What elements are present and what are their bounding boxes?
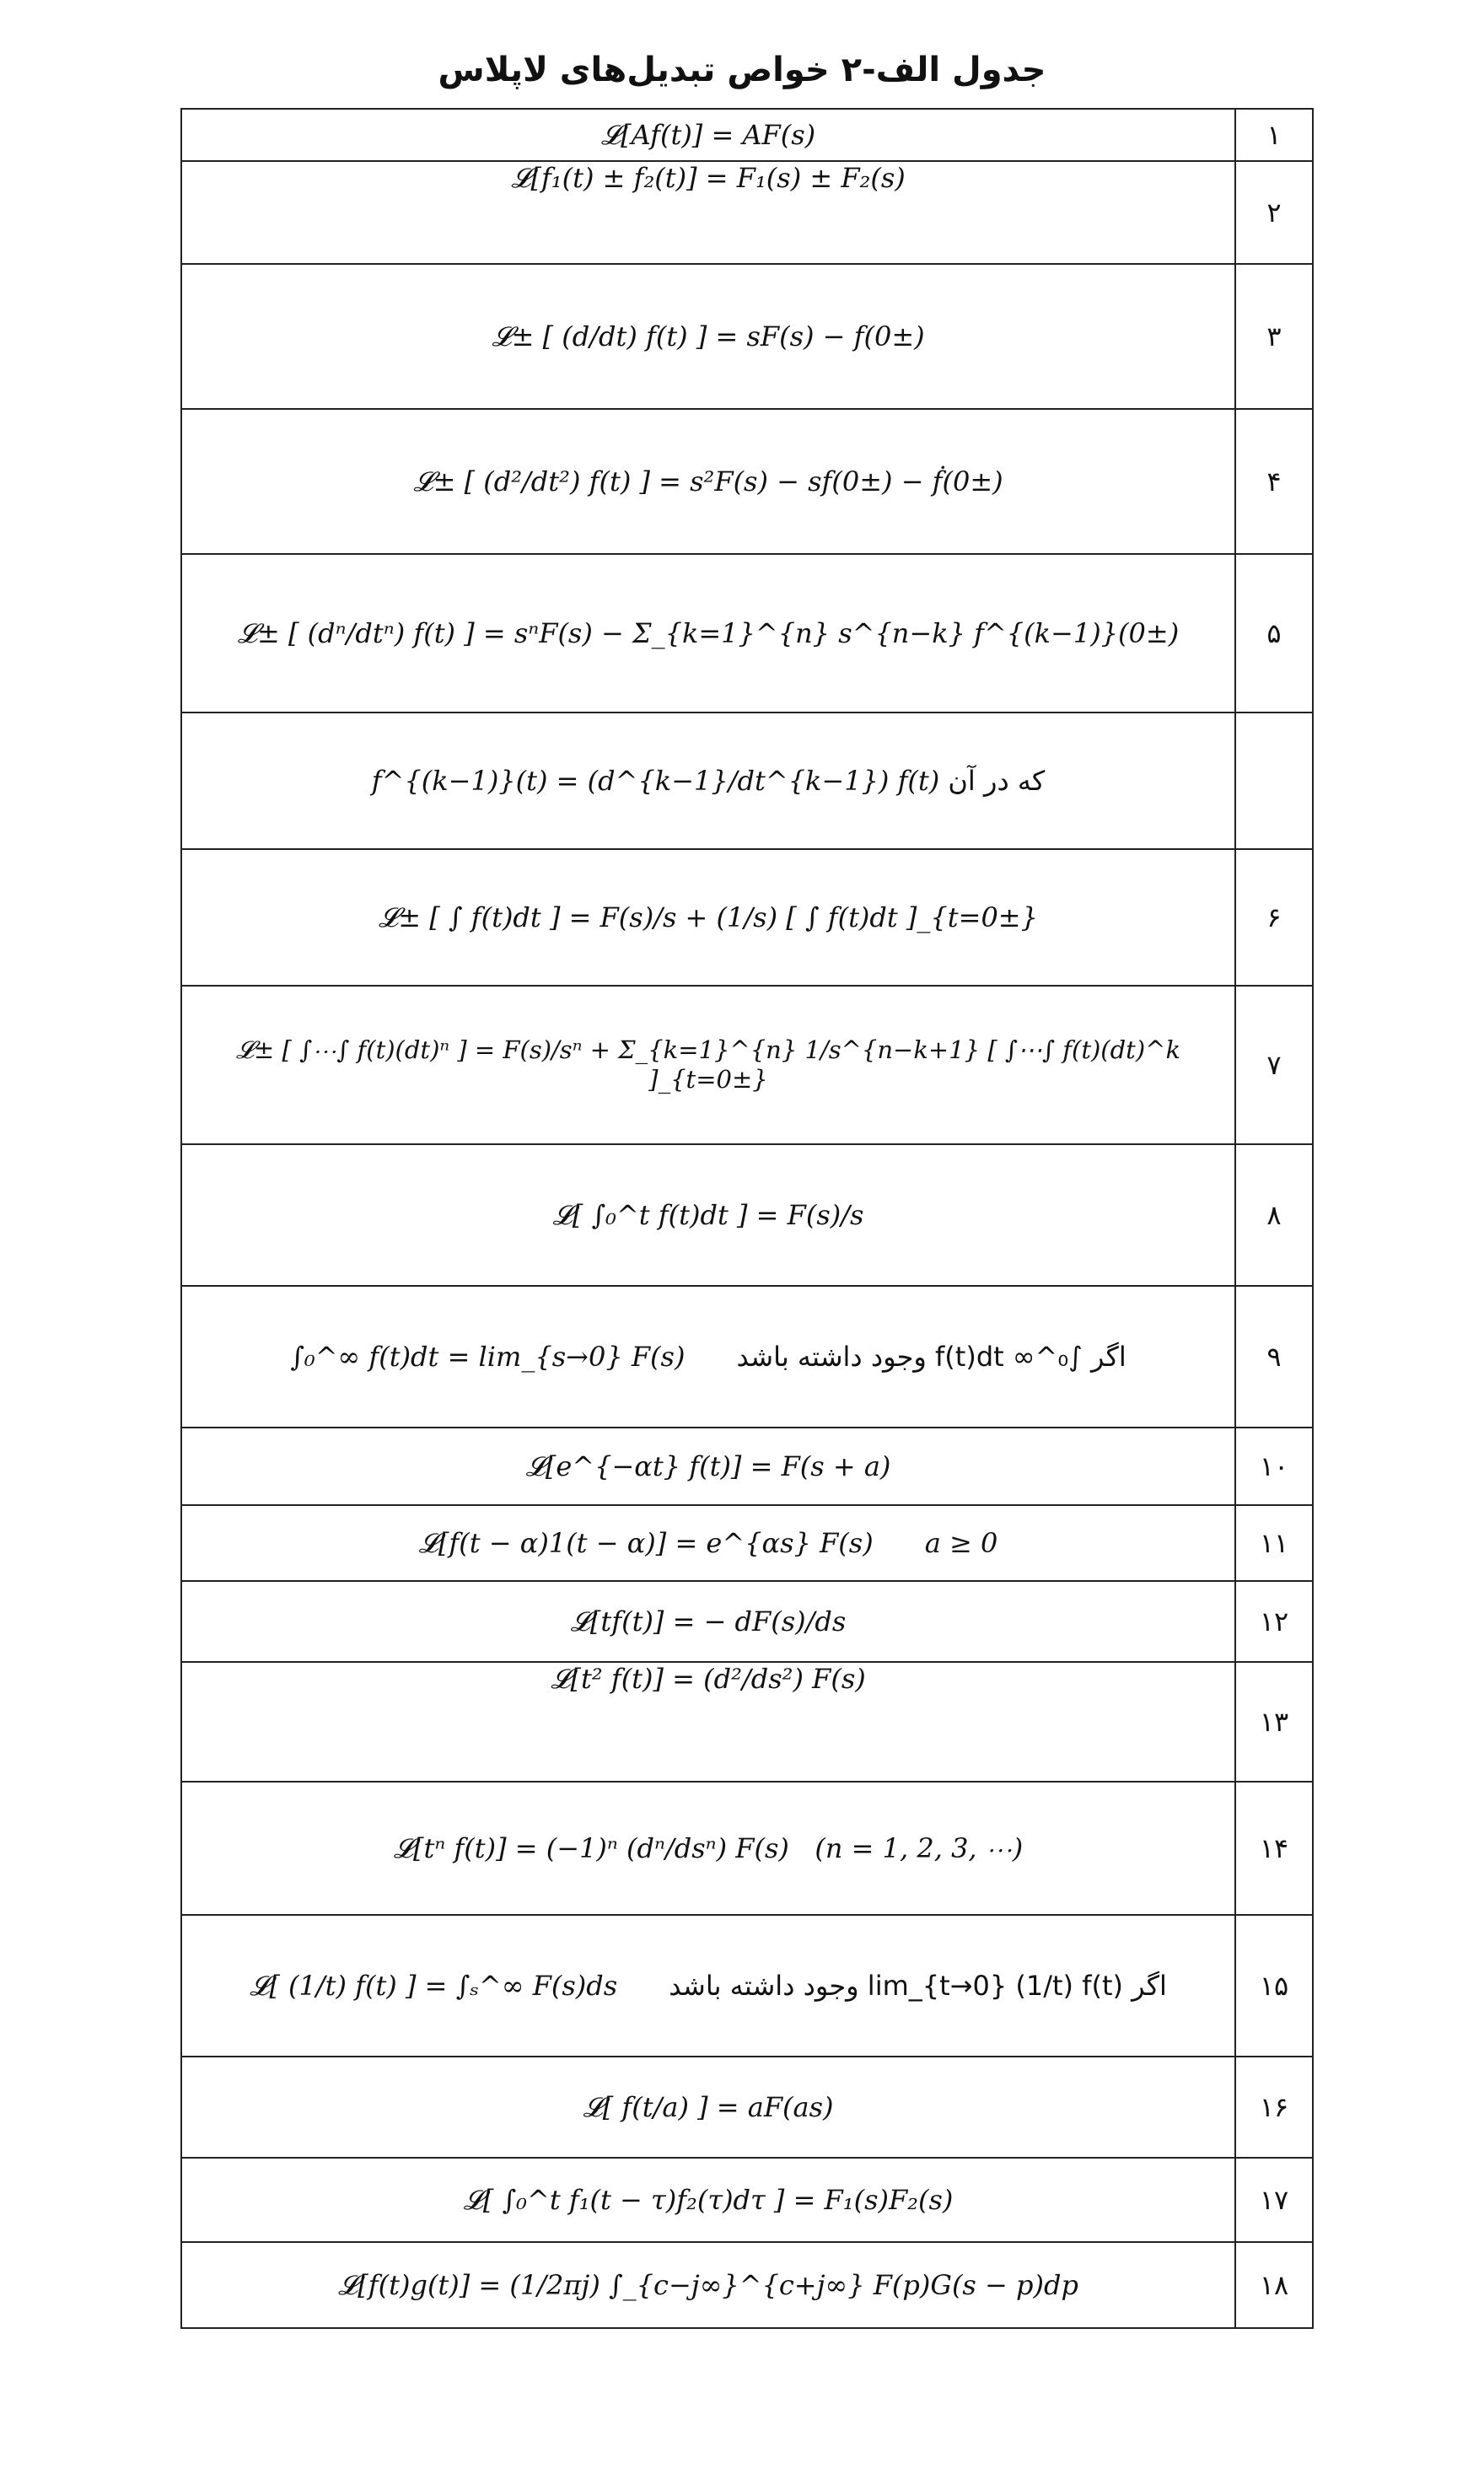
row-number: ۷: [1235, 986, 1313, 1144]
table-row: [181, 713, 1313, 849]
formula-cell: 𝓛[t² f(t)] = (d²/ds²) F(s): [181, 1662, 1235, 1782]
row-number: ۶: [1235, 849, 1313, 986]
formula-cell: 𝓛[f(t)g(t)] = (1/2πj) ∫_{c−j∞}^{c+j∞} F(p)G(s − p)dp: [181, 2242, 1235, 2328]
note-text: اگر ∫₀^∞ f(t)dt وجود داشته باشد: [736, 1340, 1126, 1373]
table-row: [181, 849, 1313, 986]
formula-cell: 𝓛± [ ∫ f(t)dt ] = F(s)/s + (1/s) [ ∫ f(t)dt ]_{t=0±}: [181, 849, 1235, 986]
row-number: ۱۳: [1235, 1662, 1313, 1782]
formula-cell: 𝓛[f₁(t) ± f₂(t)] = F₁(s) ± F₂(s): [181, 161, 1235, 264]
table-row: [181, 1662, 1313, 1782]
row-number: [1235, 713, 1313, 849]
row-number: ۱۴: [1235, 1782, 1313, 1915]
formula-cell: 𝓛[tf(t)] = − dF(s)/ds: [181, 1581, 1235, 1662]
row-number: ۲: [1235, 161, 1313, 264]
formula-cell: 𝓛[e^{−αt} f(t)] = F(s + a): [181, 1428, 1235, 1505]
table-row: [181, 264, 1313, 409]
table-row: [181, 1144, 1313, 1286]
table-row: [181, 986, 1313, 1144]
formula-text: f^{(k−1)}(t) = (d^{k−1}/dt^{k−1}) f(t): [371, 764, 940, 797]
row-number: ۵: [1235, 554, 1313, 713]
formula-cell: 𝓛± [ ∫⋯∫ f(t)(dt)ⁿ ] = F(s)/sⁿ + Σ_{k=1}^{n} 1/s^{n−k+1} [ ∫⋯∫ f(t)(dt)^k ]_{t=0±}: [181, 986, 1235, 1144]
formula-cell: 𝓛[ f(t/a) ] = aF(as): [181, 2057, 1235, 2158]
table-row: [181, 2057, 1313, 2158]
row-number: ۴: [1235, 409, 1313, 554]
formula-cell: [181, 1915, 1235, 2057]
laplace-properties-table: [180, 108, 1314, 2329]
row-number: ۱۱: [1235, 1505, 1313, 1581]
formula-cell: 𝓛[tⁿ f(t)] = (−1)ⁿ (dⁿ/dsⁿ) F(s) (n = 1, 2, 3, ⋯): [181, 1782, 1235, 1915]
formula-cell: [181, 1286, 1235, 1428]
table-row: [181, 2158, 1313, 2242]
row-number: ۹: [1235, 1286, 1313, 1428]
table-title: جدول الف-۲ خواص تبدیل‌های لاپلاس: [438, 51, 1046, 89]
table-row: [181, 1286, 1313, 1428]
formula-text: ∫₀^∞ f(t)dt = lim_{s→0} F(s): [290, 1340, 686, 1373]
row-number: ۱۷: [1235, 2158, 1313, 2242]
row-number: ۱۲: [1235, 1581, 1313, 1662]
row-number: ۸: [1235, 1144, 1313, 1286]
formula-cell: 𝓛± [ (d²/dt²) f(t) ] = s²F(s) − sf(0±) − ḟ(0±): [181, 409, 1235, 554]
table-row: [181, 409, 1313, 554]
table-row: [181, 1782, 1313, 1915]
table-row: [181, 2242, 1313, 2328]
table-row: [181, 1428, 1313, 1505]
formula-cell: 𝓛[f(t − α)1(t − α)] = e^{αs} F(s) a ≥ 0: [181, 1505, 1235, 1581]
row-number: ۱۶: [1235, 2057, 1313, 2158]
formula-cell: 𝓛± [ (dⁿ/dtⁿ) f(t) ] = sⁿF(s) − Σ_{k=1}^{n} s^{n−k} f^{(k−1)}(0±): [181, 554, 1235, 713]
formula-cell: 𝓛[Af(t)] = AF(s): [181, 109, 1235, 161]
table-row: [181, 1505, 1313, 1581]
note-text: که در آن: [948, 764, 1046, 797]
formula-cell: 𝓛± [ (d/dt) f(t) ] = sF(s) − f(0±): [181, 264, 1235, 409]
note-text: اگر lim_{t→0} (1/t) f(t) وجود داشته باشد: [669, 1969, 1167, 2002]
table-row: [181, 161, 1313, 264]
table-row: [181, 1915, 1313, 2057]
row-number: ۱۰: [1235, 1428, 1313, 1505]
row-number: ۳: [1235, 264, 1313, 409]
formula-cell: [181, 713, 1235, 849]
table-row: [181, 554, 1313, 713]
formula-text: 𝓛[ (1/t) f(t) ] = ∫ₛ^∞ F(s)ds: [250, 1969, 618, 2002]
formula-cell: 𝓛[ ∫₀^t f₁(t − τ)f₂(τ)dτ ] = F₁(s)F₂(s): [181, 2158, 1235, 2242]
row-number: ۱: [1235, 109, 1313, 161]
table-row: [181, 109, 1313, 161]
table-row: [181, 1581, 1313, 1662]
formula-cell: 𝓛[ ∫₀^t f(t)dt ] = F(s)/s: [181, 1144, 1235, 1286]
row-number: ۱۸: [1235, 2242, 1313, 2328]
row-number: ۱۵: [1235, 1915, 1313, 2057]
